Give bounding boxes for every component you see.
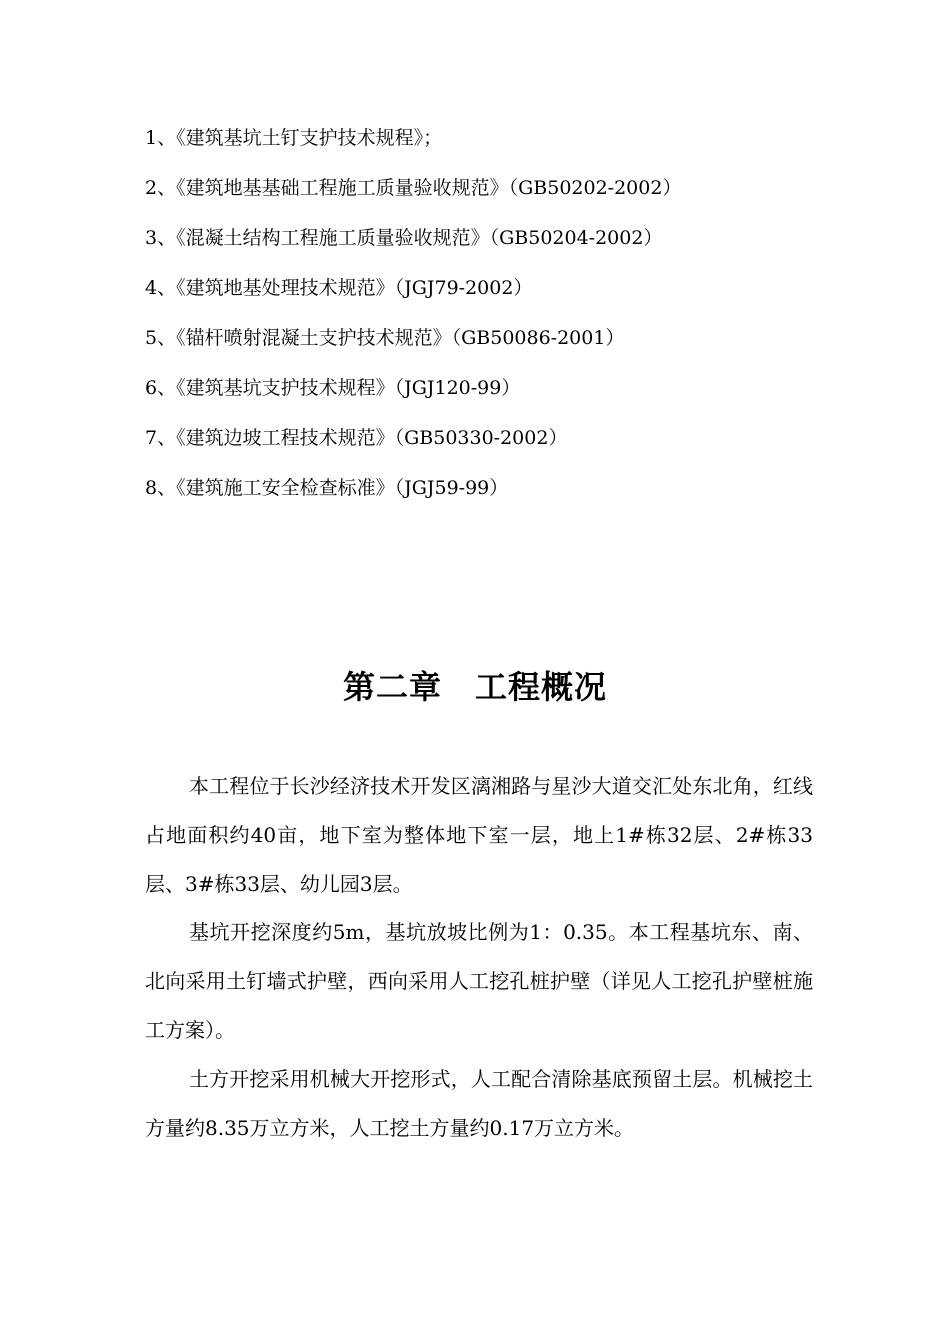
chapter-title: 第二章 工程概况 [342, 668, 607, 706]
reference-item: 7、《建筑边坡工程技术规范》（GB50330-2002） [145, 427, 568, 449]
reference-item: 4、《建筑地基处理技术规范》（JGJ79-2002） [145, 277, 533, 299]
reference-item: 2、《建筑地基基础工程施工质量验收规范》（GB50202-2002） [145, 177, 682, 199]
overview-paragraph-location: 本工程位于长沙经济技术开发区漓湘路与星沙大道交汇处东北角，红线占地面积约40亩，地下室为整体地下室一层，地上1#栋32层、2#栋33层、3#栋33层、幼儿园3层。 [145, 774, 813, 896]
reference-item: 6、《建筑基坑支护技术规程》（JGJ120-99） [145, 377, 521, 399]
reference-item: 5、《锚杆喷射混凝土支护技术规范》（GB50086-2001） [145, 327, 625, 349]
overview-paragraph-earthwork: 土方开挖采用机械大开挖形式，人工配合清除基底预留土层。机械挖土方量约8.35万立方米，人工挖土方量约0.17万立方米。 [145, 1066, 813, 1140]
reference-standards-list [145, 118, 865, 518]
overview-paragraph-excavation: 基坑开挖深度约5m，基坑放坡比例为1：0.35。本工程基坑东、南、北向采用土钉墙式护壁，西向采用人工挖孔桩护壁（详见人工挖孔护壁桩施工方案）。 [145, 920, 813, 1042]
reference-item: 3、《混凝土结构工程施工质量验收规范》（GB50204-2002） [145, 227, 663, 249]
project-overview-body [145, 762, 813, 1152]
reference-item: 8、《建筑施工安全检查标准》（JGJ59-99） [145, 477, 509, 499]
reference-item: 1、《建筑基坑土钉支护技术规程》； [145, 127, 443, 149]
